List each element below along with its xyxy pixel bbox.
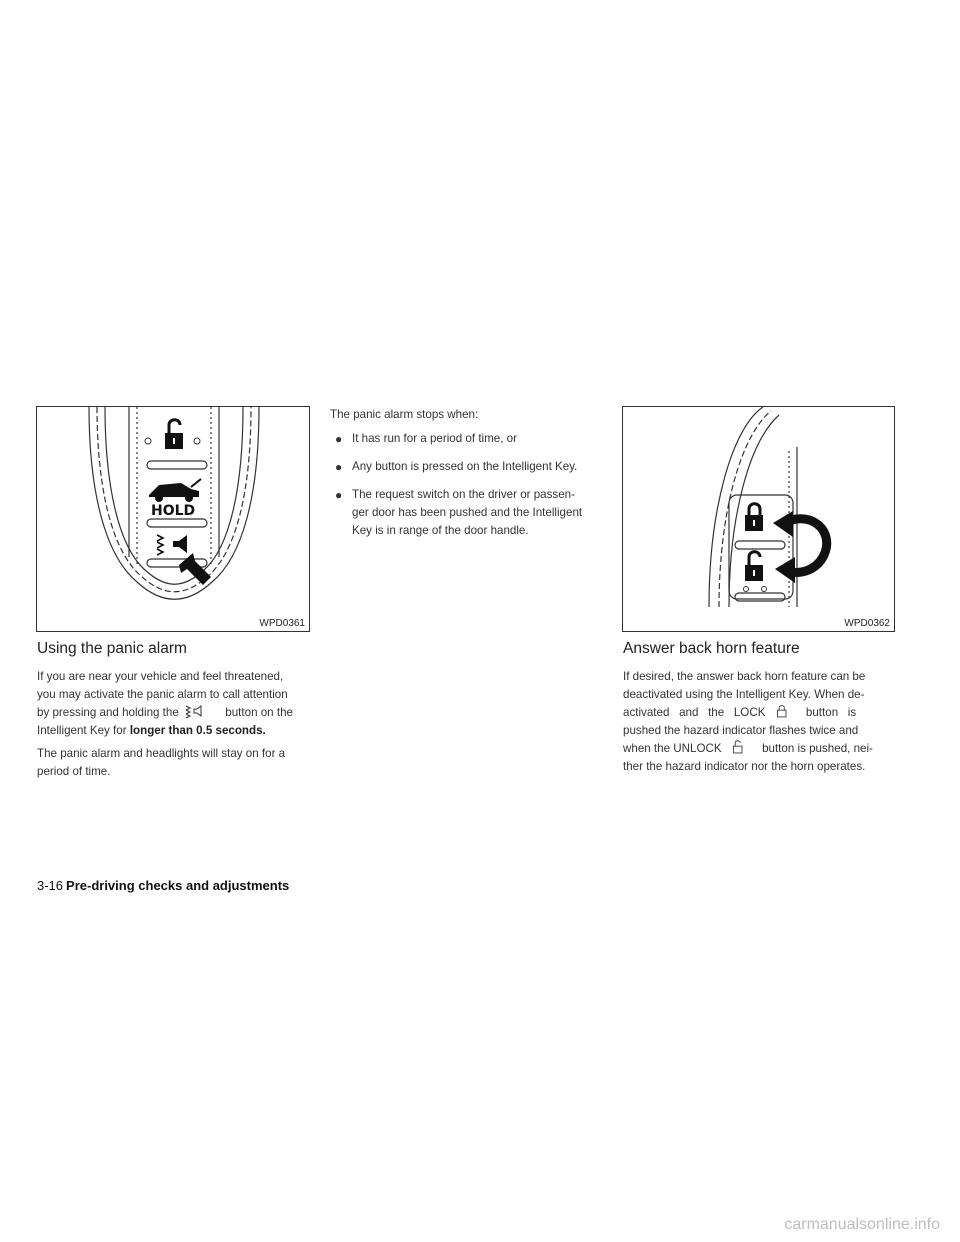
figure-panic-alarm-key [36, 406, 310, 632]
text-line [37, 722, 317, 740]
stops-list [330, 430, 610, 550]
hold-label: HOLD [151, 503, 196, 519]
text-span: button on the [225, 706, 293, 719]
watermark: carmanualsonline.info [784, 1216, 940, 1233]
list-item-text: Any button is pressed on the Intelligent Key. [352, 460, 578, 473]
list-item-text: It has run for a period of time, or [352, 432, 517, 445]
bullet-icon: ● [335, 488, 343, 502]
section-title: Pre-driving checks and adjustments [66, 878, 290, 893]
text-line: period of time. [37, 765, 111, 778]
key-fob-illustration [37, 407, 310, 632]
text-span: button is pushed, nei- [762, 742, 873, 755]
key-fob-illustration [623, 407, 895, 632]
answer-paragraph [623, 668, 898, 776]
figure-answer-back-key [622, 406, 895, 632]
unlock-icon [725, 740, 759, 754]
unlock-icon [745, 552, 763, 581]
list-item-text: ger door has been pushed and the Intelligent [352, 506, 583, 519]
list-item [330, 486, 610, 540]
bullet-icon: ● [335, 460, 343, 474]
page-number: 3-16 [37, 878, 64, 893]
list-item-text: Key is in range of the door handle. [352, 524, 529, 537]
text-line: pushed the hazard indicator flashes twice and [623, 724, 859, 737]
press-arrow-icon [179, 553, 211, 585]
list-item [330, 458, 610, 476]
indicator-dot [762, 587, 767, 592]
text-span: activated and the LOCK [623, 706, 766, 719]
panic-paragraph-1 [37, 668, 317, 740]
panic-paragraph-2 [37, 745, 317, 781]
panic-horn-icon [157, 535, 187, 555]
lock-icon [769, 704, 803, 718]
text-line [37, 704, 317, 722]
text-line: ther the hazard indicator nor the horn operates. [623, 760, 866, 773]
list-item-text: The request switch on the driver or passen- [352, 488, 575, 501]
rotate-arrow-icon [773, 511, 827, 583]
bullet-icon: ● [335, 432, 343, 446]
text-line: deactivated using the Intelligent Key. When de- [623, 688, 865, 701]
lock-icon [745, 504, 763, 531]
panic-button-icon [182, 704, 222, 718]
section-heading-panic: Using the panic alarm [37, 640, 187, 657]
text-span: when the UNLOCK [623, 742, 722, 755]
text-line: The panic alarm and headlights will stay on for a [37, 747, 286, 760]
text-line [623, 704, 898, 722]
indicator-dot [744, 587, 749, 592]
list-item [330, 430, 610, 448]
text-line: If you are near your vehicle and feel threatened, [37, 670, 284, 683]
text-span: button is [805, 706, 857, 719]
unlock-icon [165, 420, 183, 449]
page-footer [37, 878, 289, 893]
emphasis-text: longer than 0.5 seconds. [129, 724, 266, 737]
indicator-dot [194, 438, 200, 444]
section-heading-answer-back: Answer back horn feature [623, 640, 800, 657]
text-line: If desired, the answer back horn feature can be [623, 670, 866, 683]
text-line [623, 740, 898, 758]
indicator-dot [145, 438, 151, 444]
text-span: Intelligent Key for [37, 724, 127, 737]
figure-id: WPD0361 [259, 618, 305, 629]
figure-id: WPD0362 [844, 618, 890, 629]
stops-intro: The panic alarm stops when: [330, 408, 479, 421]
text-span: by pressing and holding the [37, 706, 179, 719]
text-line: you may activate the panic alarm to call attention [37, 688, 288, 701]
car-trunk-icon [149, 479, 201, 502]
